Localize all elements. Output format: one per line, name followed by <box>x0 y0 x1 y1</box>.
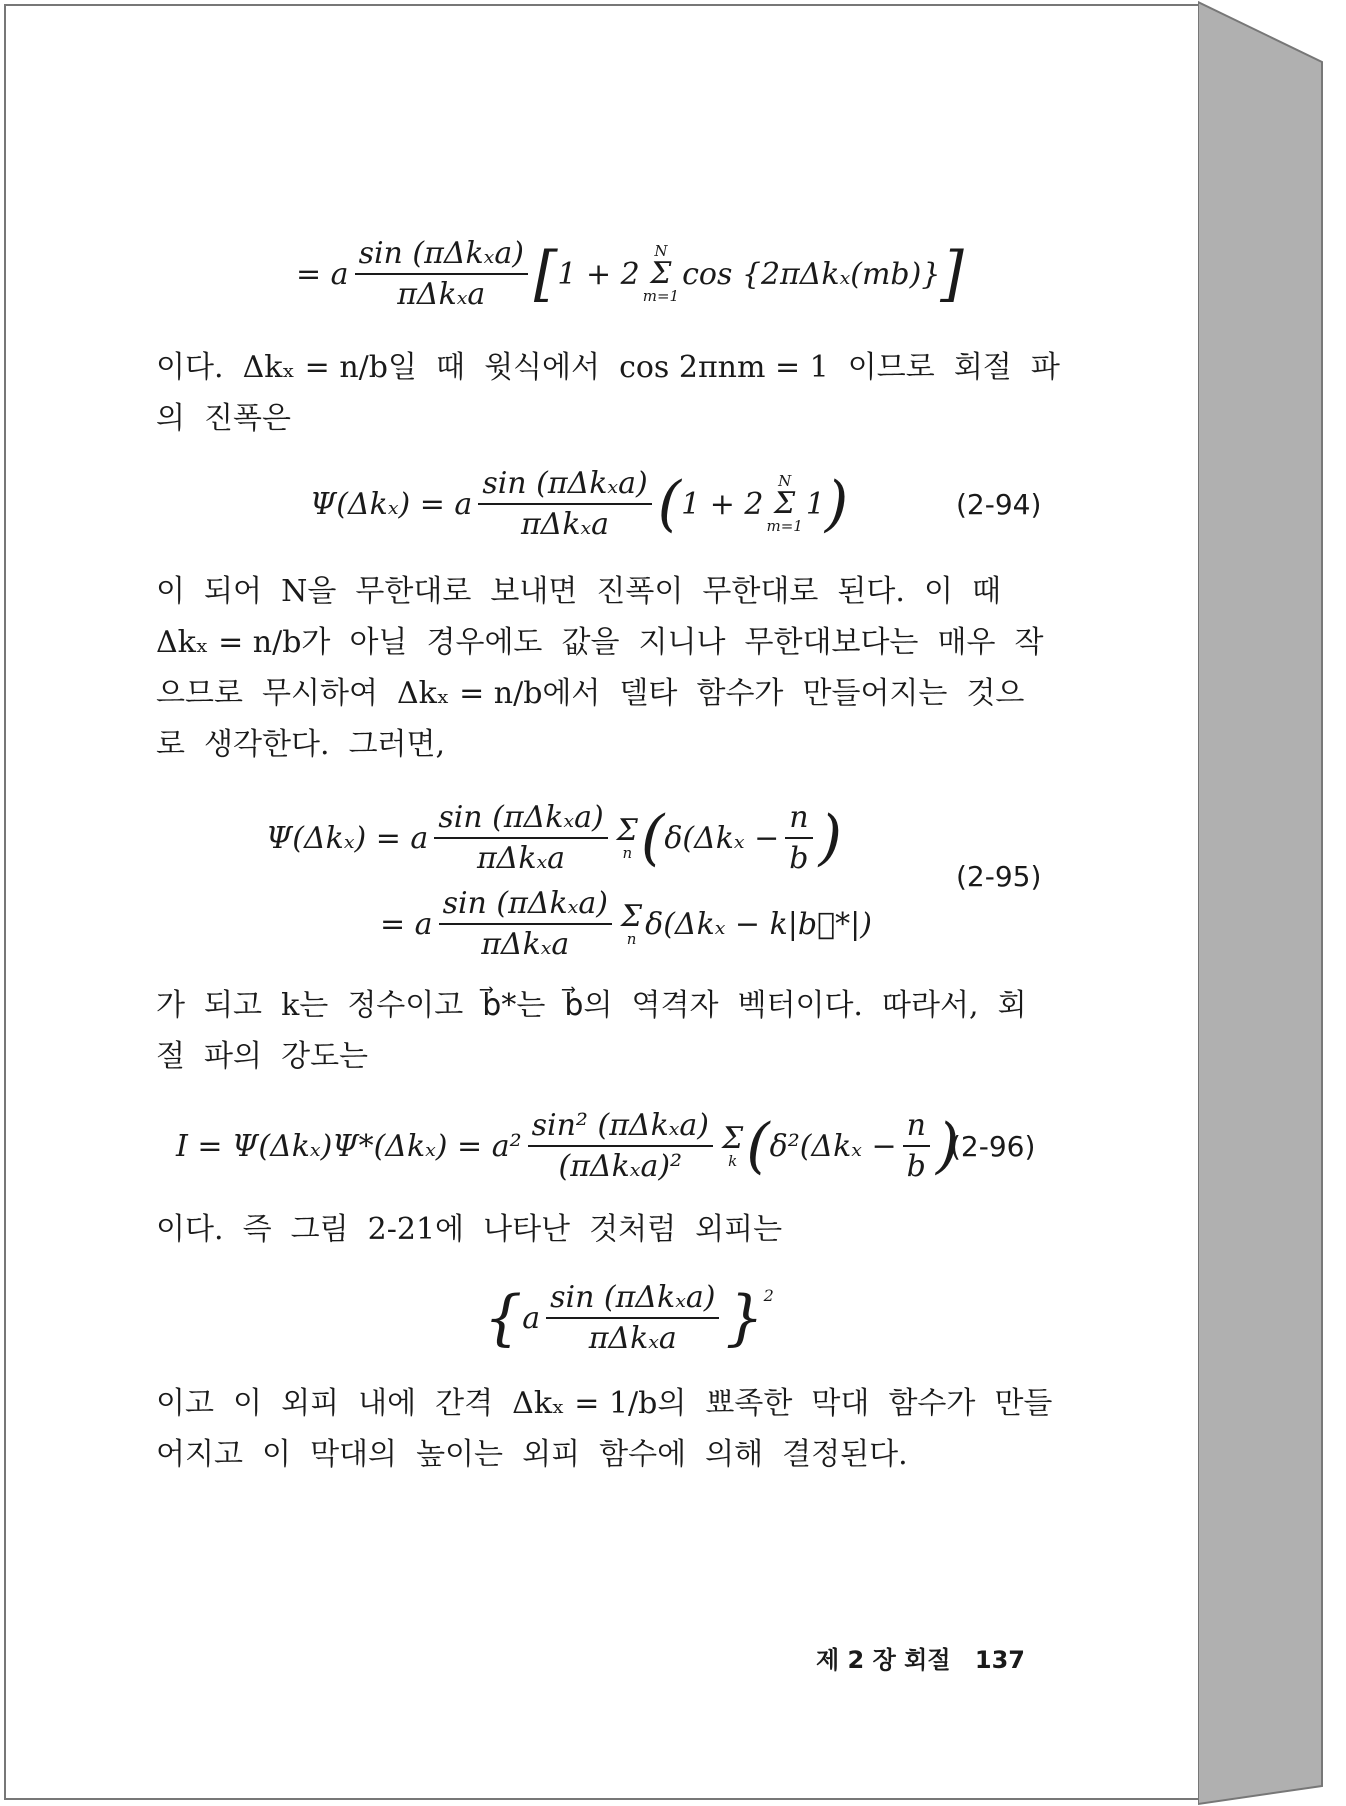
text-line: 이 되어 N을 무한대로 보내면 진폭이 무한대로 된다. 이 때 <box>156 574 1001 609</box>
paragraph-2 <box>156 566 1044 770</box>
equation-envelope: { a $\frac{\text{sin (πΔkₓa)}}{\text{πΔkₓa}}$ } $^2$ <box>484 1280 774 1356</box>
text-line: 이고 이 외피 내에 간격 Δkₓ = 1/b의 뾰족한 막대 함수가 만들 <box>156 1386 1053 1421</box>
text-line: 절 파의 강도는 <box>156 1039 369 1074</box>
equation-2-96: I = Ψ(Δkₓ)Ψ*(Δkₓ) = a² $\frac{\text{sin² (πΔkₓa)}}{\text{(πΔkₓa)²}}$ Σ k ( δ²(Δkₓ − $\frac{n}{b}$ ) <box>176 1108 960 1184</box>
text-line: 의 진폭은 <box>156 401 291 436</box>
text-line: Δkₓ = n/b가 아닐 경우에도 값을 지니나 무한대보다는 매우 작 <box>156 625 1044 660</box>
running-footer <box>816 1640 1025 1675</box>
text-line: 으므로 무시하여 Δkₓ = n/b에서 델타 함수가 만들어지는 것으 <box>156 676 1025 711</box>
paragraph-5 <box>156 1378 1053 1480</box>
text-line: 이다. Δkₓ = n/b일 때 윗식에서 cos 2πnm = 1 이므로 회절 파 <box>156 350 1060 385</box>
equation-number-2-95: (2-95) <box>956 860 1042 893</box>
paragraph-4 <box>156 1204 1036 1255</box>
text-line: 어지고 이 막대의 높이는 외피 함수에 의해 결정된다. <box>156 1437 908 1472</box>
paragraph-3 <box>156 980 1036 1082</box>
chapter-title: 제 2 장 회절 <box>816 1646 951 1674</box>
equation-number-2-94: (2-94) <box>956 488 1042 521</box>
text-line: 가 되고 k는 정수이고 b⃗*는 b⃗의 역격자 벡터이다. 따라서, 회 <box>156 988 1027 1023</box>
text-line: 이다. 즉 그림 2-21에 나타난 것처럼 외피는 <box>156 1212 783 1247</box>
page-number: 137 <box>974 1646 1025 1674</box>
equation-2-95-line2: = a $\frac{\text{sin (πΔkₓa)}}{\text{πΔkₓa}}$ Σ n δ(Δkₓ − k|b⃗*|) <box>380 886 872 962</box>
equation-2-95-line1: Ψ(Δkₓ) = a $\frac{\text{sin (πΔkₓa)}}{\text{πΔkₓa}}$ Σ n ( δ(Δkₓ − $\frac{n}{b}$ ) <box>266 800 842 876</box>
equation-2-94: Ψ(Δkₓ) = a $\frac{\text{sin (πΔkₓa)}}{\text{πΔkₓa}}$ ( 1 + 2 N Σ m=1 1 ) <box>310 466 849 542</box>
book-edge <box>1198 0 1346 1806</box>
text-line: 로 생각한다. 그러면, <box>156 727 446 762</box>
paragraph-1 <box>156 342 1060 444</box>
equation-number-2-96: (2-96) <box>950 1130 1036 1163</box>
equation-top: = a $\frac{\text{sin (πΔkₓa)}}{\text{πΔkₓa}}$ [ 1 + 2 N Σ m=1 cos {2πΔkₓ(mb)} ] <box>296 236 964 312</box>
